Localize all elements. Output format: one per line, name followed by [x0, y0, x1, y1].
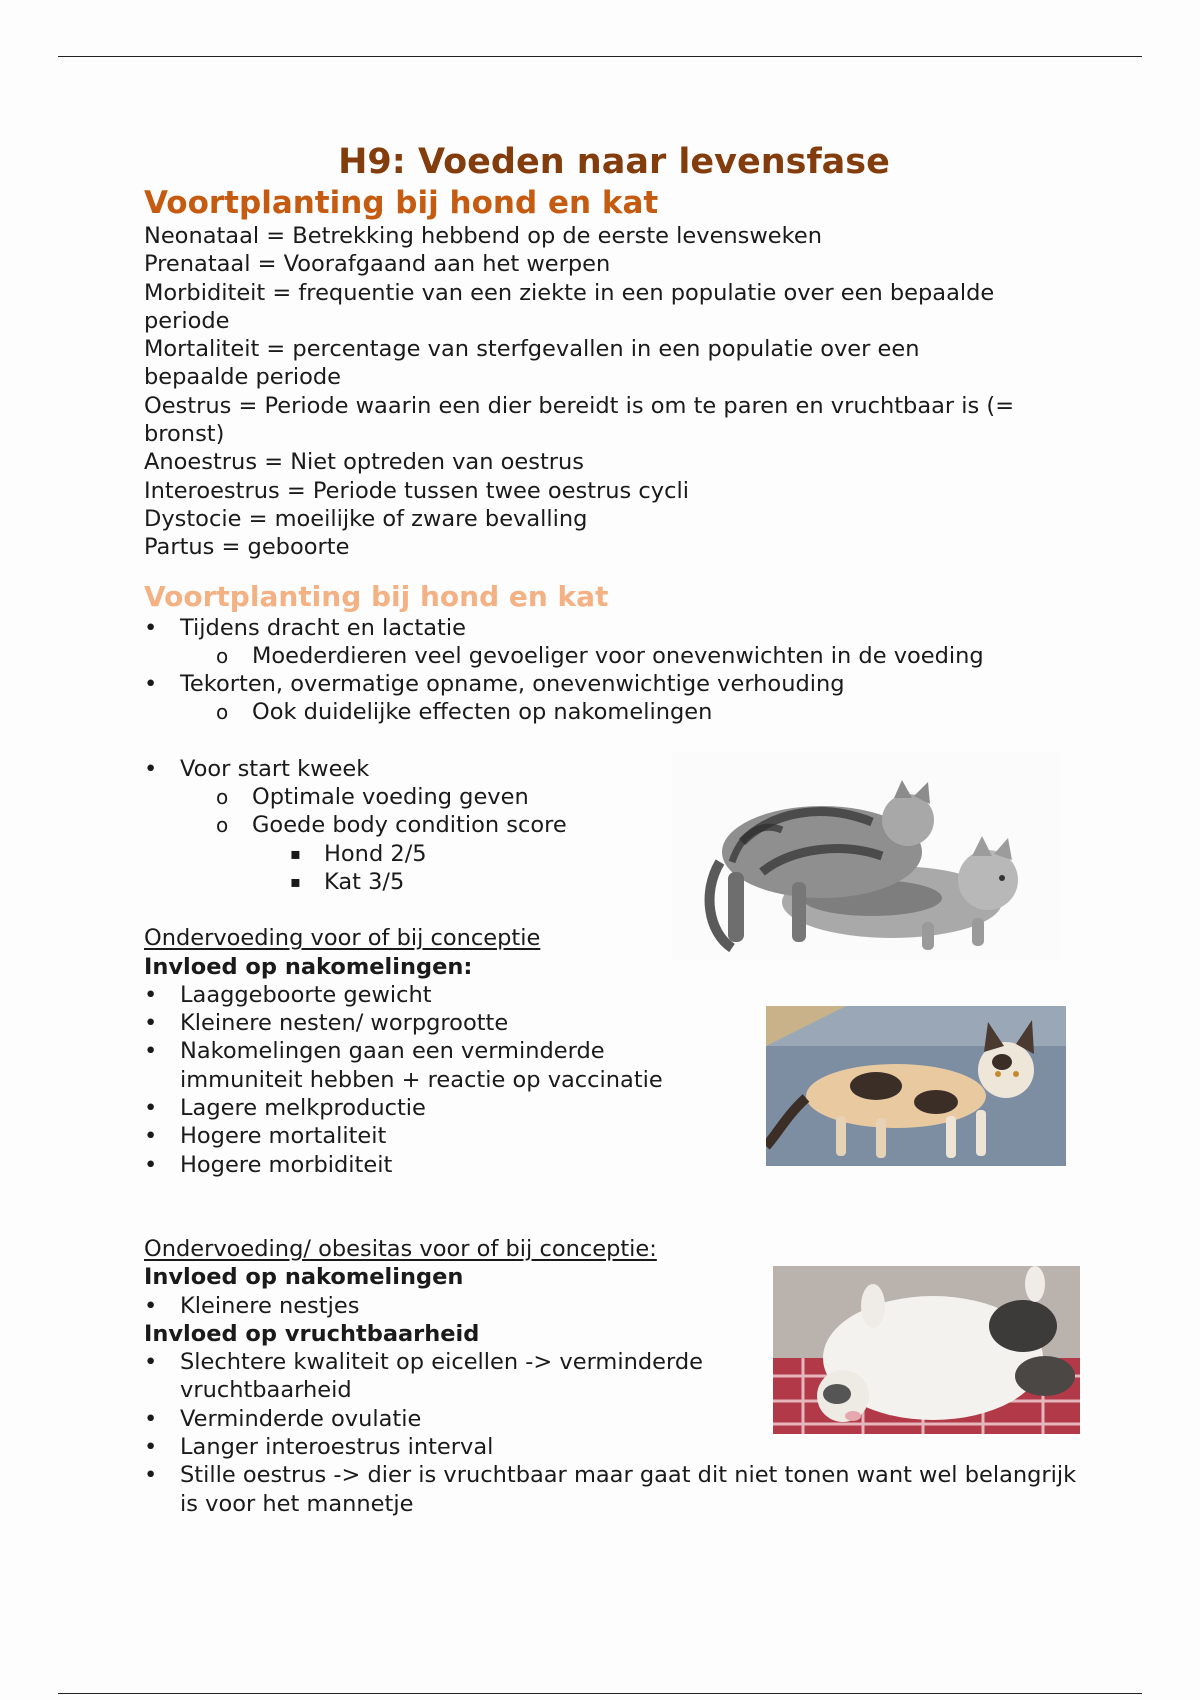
list-item: ▪ Kat 3/5: [144, 868, 1084, 896]
list-item: • Voor start kweek: [144, 755, 1084, 783]
header-rule: [58, 56, 1142, 57]
section-heading-voortplanting: Voortplanting bij hond en kat: [144, 185, 659, 221]
definition-line: Interoestrus = Periode tussen twee oestrus cycli: [144, 477, 689, 504]
section-heading-ondervoeding: Ondervoeding voor of bij conceptie: [144, 925, 541, 952]
list-item: ▪ Hond 2/5: [144, 840, 1084, 868]
list-item: • Kleinere nestjes: [144, 1292, 1084, 1320]
list-item: • Langer interoestrus interval: [144, 1433, 1084, 1461]
section-subheading: Invloed op nakomelingen: [144, 1264, 464, 1291]
section-subheading: Invloed op nakomelingen:: [144, 953, 473, 980]
list-item: o Goede body condition score: [144, 811, 1084, 839]
photo-obese-cat: [773, 1266, 1080, 1434]
list-item: • Laaggeboorte gewicht: [144, 981, 1084, 1009]
definition-line: Morbiditeit = frequentie van een ziekte in een populatie over een bepaalde periode: [144, 279, 995, 334]
definition-line: Neonataal = Betrekking hebbend op de eerste levensweken: [144, 223, 822, 249]
list-item: • Slechtere kwaliteit op eicellen -> verminderde vruchtbaarheid: [144, 1348, 780, 1405]
list-item: • Nakomelingen gaan een verminderde immuniteit hebben + reactie op vaccinatie: [144, 1037, 700, 1094]
list-item: o Optimale voeding geven: [144, 783, 1084, 811]
list-item: • Tijdens dracht en lactatie: [144, 614, 1084, 642]
bullet-list: [144, 670, 1084, 698]
photo-thin-cat: [766, 1006, 1066, 1166]
sub-bullet-list: [144, 642, 1084, 670]
bullet-list: [144, 614, 1084, 642]
definition-line: Partus = geboorte: [144, 534, 350, 561]
list-item: o Moederdieren veel gevoeliger voor onevenwichten in de voeding: [144, 642, 1084, 670]
subsection-heading: Voortplanting bij hond en kat: [144, 579, 609, 613]
list-item: • Lagere melkproductie: [144, 1094, 1084, 1122]
footer-rule: [58, 1693, 1142, 1694]
list-item: • Verminderde ovulatie: [144, 1405, 1084, 1433]
definition-line: Oestrus = Periode waarin een dier bereidt is om te paren en vruchtbaar is (= bronst): [144, 392, 1015, 448]
section-heading-obesitas: Ondervoeding/ obesitas voor of bij conceptie:: [144, 1235, 657, 1262]
list-item: • Tekorten, overmatige opname, onevenwichtige verhouding: [144, 670, 1084, 698]
section-subheading: Invloed op vruchtbaarheid: [144, 1320, 480, 1347]
sub-bullet-list: [144, 698, 1084, 726]
definition-line: Anoestrus = Niet optreden van oestrus: [144, 449, 585, 476]
list-item: • Kleinere nesten/ worpgrootte: [144, 1009, 1084, 1037]
definition-line: Prenataal = Voorafgaand aan het werpen: [144, 251, 611, 278]
list-item: • Stille oestrus -> dier is vruchtbaar maar gaat dit niet tonen want wel belangrijk is voor het mannetje: [144, 1461, 1080, 1518]
definition-line: Dystocie = moeilijke of zware bevalling: [144, 505, 588, 532]
list-item: • Hogere morbiditeit: [144, 1151, 1084, 1179]
page-title: H9: Voeden naar levensfase: [338, 142, 890, 182]
photo-cats-mating: [672, 752, 1060, 960]
list-item: o Ook duidelijke effecten op nakomelingen: [144, 698, 1084, 726]
definition-line: Mortaliteit = percentage van sterfgevallen in een populatie over een bepaalde periode: [144, 336, 920, 391]
definitions-list: [144, 222, 1084, 562]
list-item: • Hogere mortaliteit: [144, 1122, 1084, 1150]
